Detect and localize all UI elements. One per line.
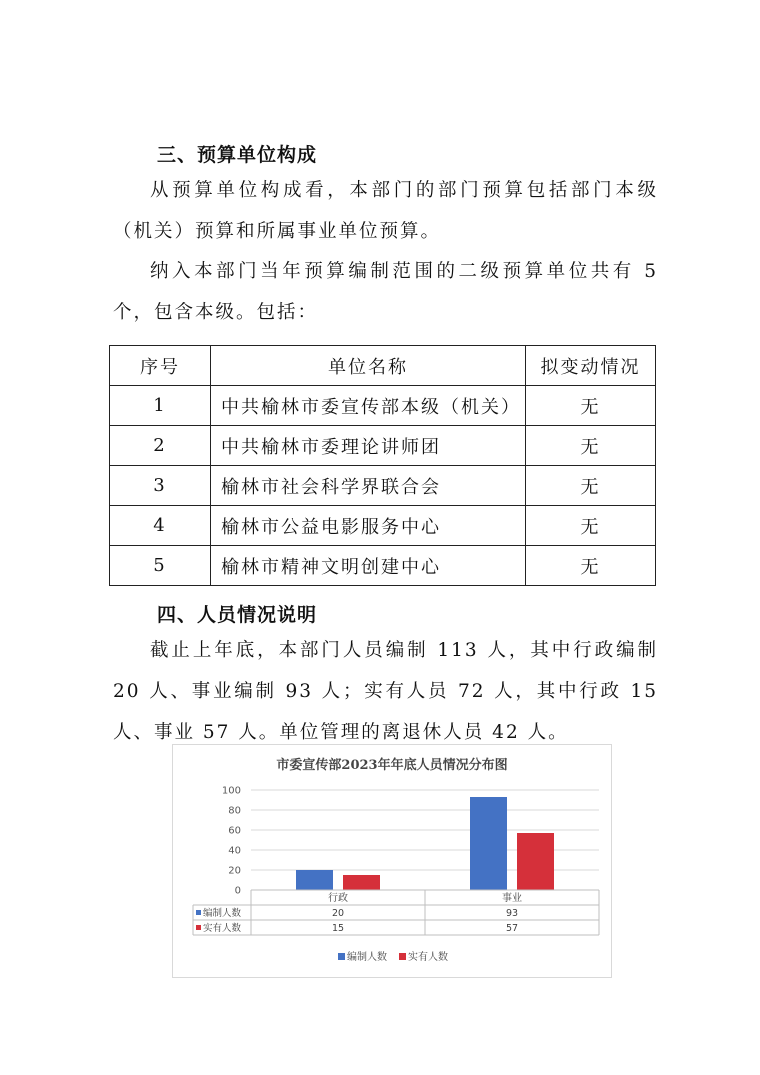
bar-编制人数-事业 (470, 797, 507, 890)
y-tick-label: 100 (221, 785, 241, 797)
legend-key (196, 910, 201, 915)
unit-table (109, 345, 656, 586)
row-unit-name: 榆林市公益电影服务中心 (211, 506, 526, 546)
row-index: 1 (110, 386, 211, 426)
legend-key (196, 925, 201, 930)
row-index: 3 (110, 466, 211, 506)
section4-paragraph-1: 截止上年底，本部门人员编制 113 人，其中行政编制 20 人、事业编制 93 人；实有人员 72 人，其中行政 15 人、事业 57 人。单位管理的离退休人员 42 人。 (113, 640, 658, 743)
section4-heading: 四、人员情况说明 (157, 604, 318, 626)
row-index: 5 (110, 546, 211, 586)
data-table-value: 93 (505, 908, 519, 919)
table-row (110, 466, 656, 506)
section3-heading: 三、预算单位构成 (157, 144, 318, 166)
row-unit-name: 榆林市精神文明创建中心 (211, 546, 526, 586)
y-tick-label: 0 (234, 885, 241, 897)
legend-swatch (399, 953, 406, 960)
row-change: 无 (526, 426, 656, 466)
y-tick-label: 20 (228, 865, 241, 877)
data-table-value: 15 (331, 923, 345, 934)
bar-编制人数-行政 (296, 870, 333, 890)
table-row (110, 546, 656, 586)
col-header-index: 序号 (110, 346, 211, 386)
table-row (110, 506, 656, 546)
bar-实有人数-事业 (517, 833, 554, 890)
row-change: 无 (526, 506, 656, 546)
bar-实有人数-行政 (343, 875, 380, 890)
row-unit-name: 中共榆林市委理论讲师团 (211, 426, 526, 466)
legend-label: 编制人数 (347, 952, 387, 963)
x-category-label: 行政 (328, 893, 348, 904)
row-change: 无 (526, 386, 656, 426)
unit-table-header-row (110, 346, 656, 386)
legend-label: 实有人数 (408, 952, 448, 963)
col-header-change: 拟变动情况 (526, 346, 656, 386)
y-tick-label: 80 (228, 805, 241, 817)
data-table-value: 20 (331, 908, 345, 919)
staff-chart (172, 744, 612, 978)
table-row (110, 426, 656, 466)
row-index: 2 (110, 426, 211, 466)
section3-paragraph-2: 纳入本部门当年预算编制范围的二级预算单位共有 5 个，包含本级。包括： (113, 261, 658, 323)
row-unit-name: 榆林市社会科学界联合会 (211, 466, 526, 506)
table-row (110, 386, 656, 426)
row-change: 无 (526, 546, 656, 586)
col-header-unit-name: 单位名称 (211, 346, 526, 386)
row-unit-name: 中共榆林市委宣传部本级（机关） (211, 386, 526, 426)
section3-paragraph-1: 从预算单位构成看，本部门的部门预算包括部门本级（机关）预算和所属事业单位预算。 (113, 180, 658, 242)
y-tick-label: 60 (228, 825, 241, 837)
row-change: 无 (526, 466, 656, 506)
data-table-value: 57 (505, 923, 519, 934)
chart-title: 市委宣传部2023年年底人员情况分布图 (276, 758, 508, 773)
x-category-label: 事业 (502, 893, 522, 904)
y-tick-label: 40 (228, 845, 241, 857)
row-index: 4 (110, 506, 211, 546)
data-table-series-name: 编制人数 (203, 908, 242, 919)
legend-swatch (338, 953, 345, 960)
data-table-series-name: 实有人数 (203, 923, 242, 934)
chart-canvas (173, 745, 611, 977)
